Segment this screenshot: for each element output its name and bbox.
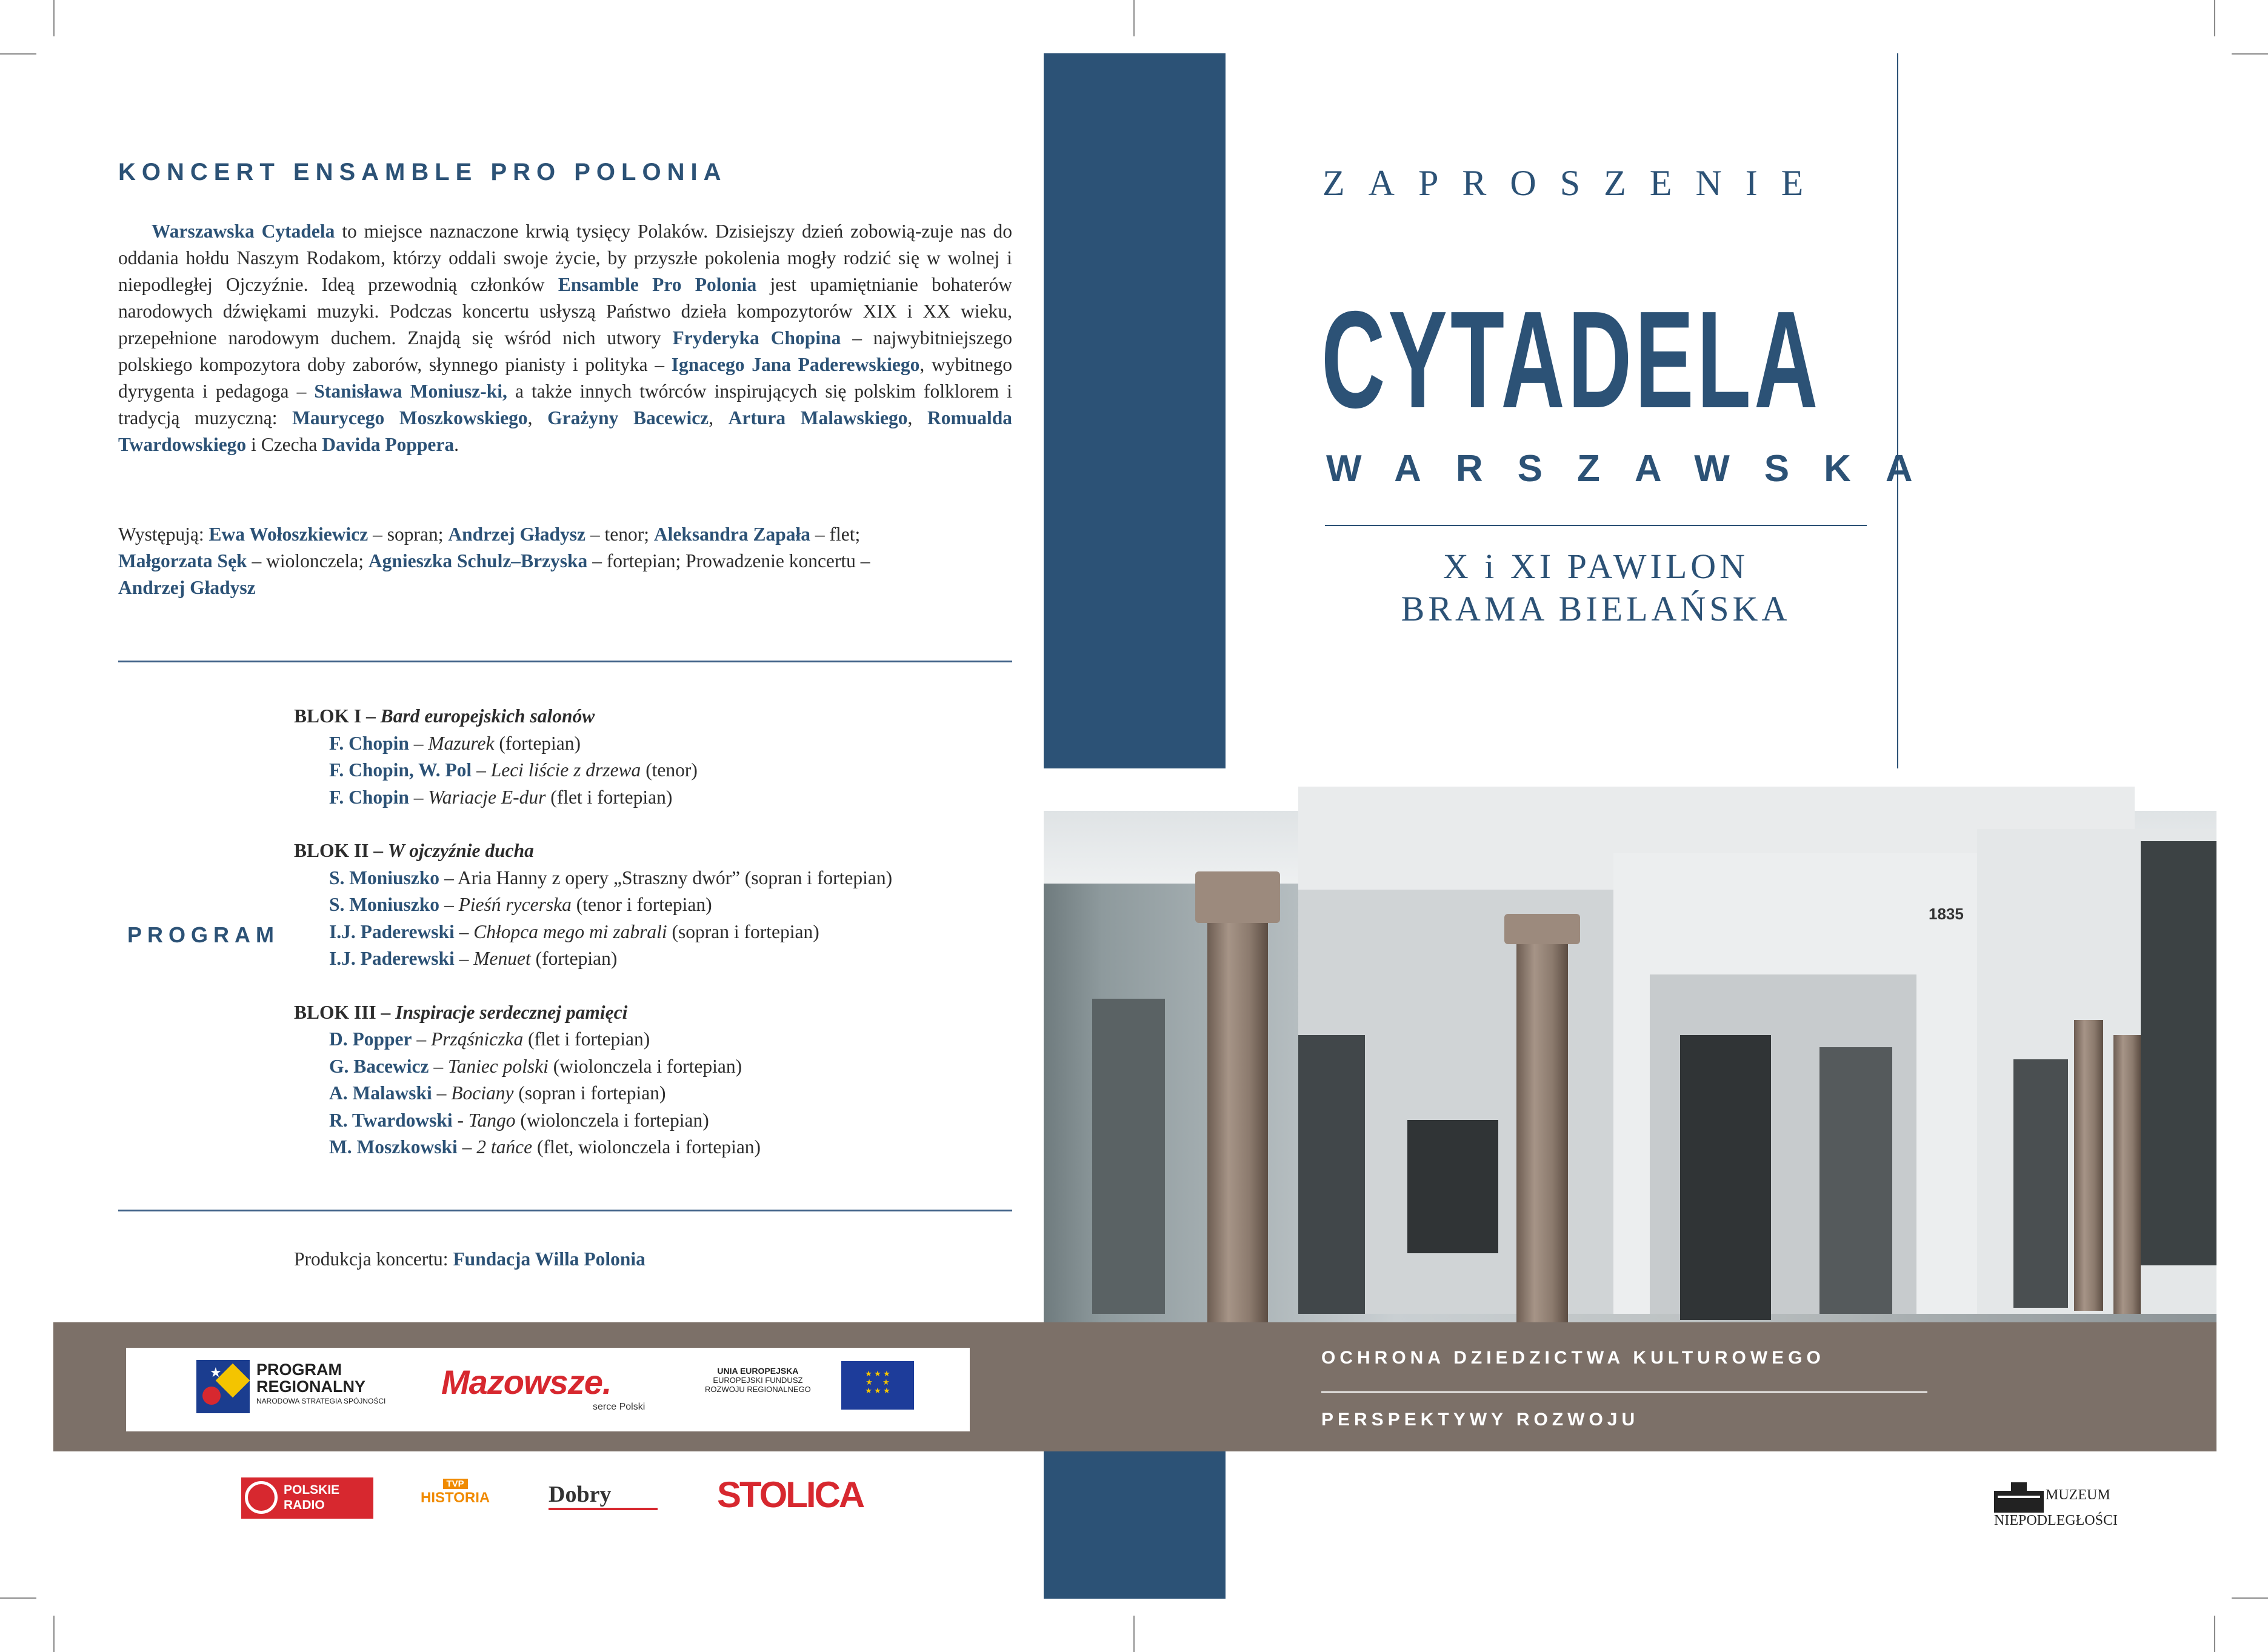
logo-text: Mazowsze. <box>441 1363 612 1401</box>
highlight-name: Stanisława Moniusz-ki, <box>314 381 507 402</box>
logo-text: NARODOWA STRATEGIA SPÓJNOŚCI <box>256 1397 386 1405</box>
eu-flag-icon: ★ ★ ★ ★ ★ ★ ★ ★ <box>841 1361 914 1410</box>
crop-mark <box>0 53 36 55</box>
crop-mark <box>53 1616 55 1652</box>
crop-mark <box>2214 0 2215 36</box>
instrumentation: (sopran i fortepian) <box>513 1082 666 1104</box>
performer-name: Agnieszka Schulz–Brzyska <box>368 550 588 571</box>
performer-name: Małgorzata Sęk <box>118 550 247 571</box>
performers-lead: Występują: <box>118 524 209 545</box>
composer: M. Moszkowski <box>329 1136 458 1157</box>
intro-segment: – najwybitniejszego polskiego kompozytora doby zaborów, słynnego pianisty i polityka – <box>118 327 1012 375</box>
work-title: Wariacje E-dur <box>428 786 546 808</box>
crop-mark <box>0 1597 36 1599</box>
work-title: 2 tańce <box>476 1136 533 1157</box>
highlight-name: Fryderyka Chopina <box>672 327 841 348</box>
work-title: Tango <box>468 1109 516 1131</box>
program-item <box>294 1080 892 1107</box>
composer: D. Popper <box>329 1028 412 1050</box>
polskie-radio-text <box>284 1482 339 1513</box>
band-divider <box>1321 1391 1927 1393</box>
divider <box>118 661 1012 662</box>
separator: – <box>432 1082 452 1104</box>
instrumentation: (flet i fortepian) <box>523 1028 650 1050</box>
program-item <box>294 1107 892 1134</box>
fold-line <box>1897 53 1898 768</box>
separator: – <box>454 921 474 942</box>
crop-mark <box>1133 0 1135 36</box>
work-title: Leci liście z drzewa <box>490 759 641 781</box>
instrumentation: (fortepian) <box>494 732 581 754</box>
intro-segment: . <box>454 434 459 455</box>
program-block-heading <box>294 703 892 730</box>
performer-role: – tenor; <box>585 524 654 545</box>
crop-mark <box>2214 1616 2215 1652</box>
dobry-underline <box>549 1508 658 1510</box>
band-line-1: OCHRONA DZIEDZICTWA KULTUROWEGO <box>1321 1348 1825 1368</box>
separator: – <box>429 1055 448 1077</box>
subtitle: WARSZAWSKA <box>1326 448 1947 490</box>
logo-text: EUROPEJSKI FUNDUSZ <box>713 1376 803 1385</box>
logo-text: serce Polski <box>593 1402 645 1412</box>
logo-text: UNIA EUROPEJSKA <box>717 1366 799 1376</box>
performer-role: – flet; <box>810 524 861 545</box>
column <box>2113 1035 2141 1314</box>
performer-role: – sopran; <box>368 524 449 545</box>
composer: I.J. Paderewski <box>329 948 455 969</box>
logo-text: RADIO <box>284 1498 325 1512</box>
program-item <box>294 919 892 946</box>
composer: R. Twardowski <box>329 1109 453 1131</box>
block-title: Inspiracje serdecznej pamięci <box>395 1001 628 1023</box>
radio-icon <box>245 1481 278 1514</box>
crop-mark <box>2232 1597 2268 1599</box>
crop-mark <box>1133 1616 1135 1652</box>
work-title: Mazurek <box>428 732 495 754</box>
block-label: BLOK II – <box>294 840 388 861</box>
composer: F. Chopin <box>329 786 409 808</box>
main-title: CYTADELA <box>1321 283 1821 437</box>
instrumentation: (tenor) <box>641 759 698 781</box>
instrumentation: (tenor i fortepian) <box>571 894 712 915</box>
composer: F. Chopin <box>329 732 409 754</box>
tvp-historia-logo <box>421 1479 490 1507</box>
production-credit <box>294 1248 645 1270</box>
highlight-name: Ignacego Jana Paderewskiego <box>671 354 920 375</box>
column <box>1207 908 1268 1323</box>
location-text <box>1325 545 1867 630</box>
crop-mark <box>2232 53 2268 55</box>
highlight-name: Warszawska Cytadela <box>152 221 335 242</box>
logo-text: ROZWOJU REGIONALNEGO <box>705 1385 811 1394</box>
program-item <box>294 784 892 811</box>
composer: G. Bacewicz <box>329 1055 429 1077</box>
composer: F. Chopin, W. Pol <box>329 759 472 781</box>
intro-segment: jest upamiętnianie bohaterów narodowych dźwiękami muzyki. Podczas koncertu usłyszą Państwo dzieła kompozytorów XIX i XX wieku, przepełnione narodowym duchem. Znajdą się wśród nich utwory <box>118 274 1012 348</box>
program-item <box>294 945 892 973</box>
performer-role: – wiolonczela; <box>247 550 369 571</box>
location-line: BRAMA BIELAŃSKA <box>1401 589 1791 628</box>
performer-name: Andrzej Gładysz <box>448 524 585 545</box>
separator: – <box>439 894 459 915</box>
muzeum-building-icon <box>1994 1482 2044 1513</box>
column-capital <box>1195 871 1280 923</box>
highlight-name: Romualda Twardowskiego <box>118 407 1012 455</box>
highlight-name: Artura Malawskiego <box>728 407 908 428</box>
program-block-heading <box>294 999 892 1027</box>
program-item <box>294 730 892 758</box>
logo-text: HISTORIA <box>421 1490 490 1506</box>
instrumentation: (flet i fortepian) <box>545 786 673 808</box>
ue-text <box>705 1366 811 1394</box>
block-title: W ojczyźnie ducha <box>387 840 534 861</box>
program-item <box>294 757 892 784</box>
program-item <box>294 1053 892 1081</box>
work-title: Prząśniczka <box>431 1028 524 1050</box>
composer: S. Moniuszko <box>329 867 440 888</box>
instrumentation: (wiolonczela i fortepian) <box>548 1055 742 1077</box>
divider <box>118 1210 1012 1211</box>
program-gap <box>294 973 892 999</box>
performer-role: – fortepian; Prowadzenie koncertu – <box>587 550 870 571</box>
band-line-2: PERSPEKTYWY ROZWOJU <box>1321 1410 1639 1430</box>
separator: – <box>439 867 458 888</box>
separator: - <box>452 1109 469 1131</box>
program-item <box>294 865 892 892</box>
column <box>1516 932 1568 1323</box>
logo-text: POLSKIE <box>284 1483 340 1497</box>
separator: – <box>457 1136 477 1157</box>
program-list <box>294 703 892 1161</box>
title-divider <box>1325 525 1867 526</box>
production-name: Fundacja Willa Polonia <box>453 1248 645 1270</box>
program-regionalny-text <box>256 1361 385 1407</box>
program-label: PROGRAM <box>127 922 279 947</box>
logo-text: Dobry <box>549 1482 612 1507</box>
stolica-logo: STOLICA <box>717 1474 864 1515</box>
block-title: Bard europejskich salonów <box>380 705 595 727</box>
building-year: 1835 <box>1929 905 1964 923</box>
composer: A. Malawski <box>329 1082 432 1104</box>
logo-text: MUZEUM <box>2046 1487 2110 1503</box>
logo-text: TVP <box>443 1479 468 1489</box>
separator: – <box>472 759 491 781</box>
intro-segment: , <box>527 407 548 428</box>
block-label: BLOK I – <box>294 705 381 727</box>
instrumentation: (flet, wiolonczela i fortepian) <box>532 1136 761 1157</box>
separator: – <box>409 732 429 754</box>
intro-segment: , wybitnego dyrygenta i pedagoga – <box>118 354 1013 402</box>
work-title: Menuet <box>473 948 531 969</box>
work-title: Taniec polski <box>447 1055 549 1077</box>
intro-segment: i Czecha <box>246 434 322 455</box>
block-label: BLOK III – <box>294 1001 396 1023</box>
composer: S. Moniuszko <box>329 894 440 915</box>
pavilion-photo <box>1044 768 2216 1323</box>
separator: – <box>454 948 474 969</box>
program-item <box>294 891 892 919</box>
highlight-name: Maurycego Moszkowskiego <box>292 407 528 428</box>
program-block-heading <box>294 838 892 865</box>
polskie-radio-logo <box>241 1477 373 1519</box>
work-title: Chłopca mego mi zabrali <box>473 921 667 942</box>
separator: – <box>412 1028 431 1050</box>
concert-title: KONCERT ENSAMBLE PRO POLONIA <box>118 159 727 185</box>
column <box>2074 1020 2103 1311</box>
dobry-logo <box>549 1481 658 1510</box>
intro-segment: to miejsce naznaczone krwią tysięcy Polaków. Dzisiejszy dzień zobowią-zuje nas do oddania hołdu Naszym Rodakom, którzy oddali swoje życie, by przyszłe pokolenia mogły rodzić się w wolnej i niepodległej Ojczyźnie. Ideą przewodnią członków <box>118 221 1012 295</box>
mazowsze-logo <box>441 1362 645 1413</box>
work-title: Pieśń rycerska <box>458 894 572 915</box>
intro-segment: a także innych twórców inspirujących się polskim folklorem i tradycją muzyczną: <box>118 381 1012 428</box>
location-line: X i XI PAWILON <box>1443 547 1749 586</box>
composer: I.J. Paderewski <box>329 921 455 942</box>
logo-text: PROGRAM <box>256 1361 342 1379</box>
performer-name: Ewa Wołoszkiewicz <box>208 524 369 545</box>
program-item <box>294 1026 892 1053</box>
column-capital <box>1504 914 1580 944</box>
work-title: Bociany <box>451 1082 514 1104</box>
intro-segment: , <box>907 407 927 428</box>
separator: – <box>409 786 429 808</box>
logo-text: REGIONALNY <box>256 1377 366 1396</box>
program-item <box>294 1134 892 1161</box>
performers-text <box>118 521 1012 601</box>
sponsor-logos-box <box>126 1348 970 1431</box>
instrumentation: Aria Hanny z opery „Straszny dwór” (sopran i fortepian) <box>457 867 893 888</box>
highlight-name: Ensamble Pro Polonia <box>558 274 757 295</box>
program-gap <box>294 811 892 838</box>
production-lead: Produkcja koncertu: <box>294 1248 453 1270</box>
muzeum-text <box>2046 1487 2110 1504</box>
instrumentation: (fortepian) <box>530 948 618 969</box>
instrumentation: (sopran i fortepian) <box>667 921 819 942</box>
muzeum-text-2: NIEPODLEGŁOŚCI <box>1994 1513 2118 1528</box>
performer-name: Andrzej Gładysz <box>118 577 256 598</box>
program-regionalny-icon: ★ <box>196 1360 250 1413</box>
performer-name: Aleksandra Zapała <box>653 524 811 545</box>
intro-segment: , <box>709 407 729 428</box>
highlight-name: Grażyny Bacewicz <box>547 407 709 428</box>
crop-mark <box>53 0 55 36</box>
invitation-heading: ZAPROSZENIE <box>1322 163 1827 203</box>
highlight-name: Davida Poppera <box>322 434 455 455</box>
intro-text <box>118 218 1012 458</box>
instrumentation: (wiolonczela i fortepian) <box>515 1109 709 1131</box>
